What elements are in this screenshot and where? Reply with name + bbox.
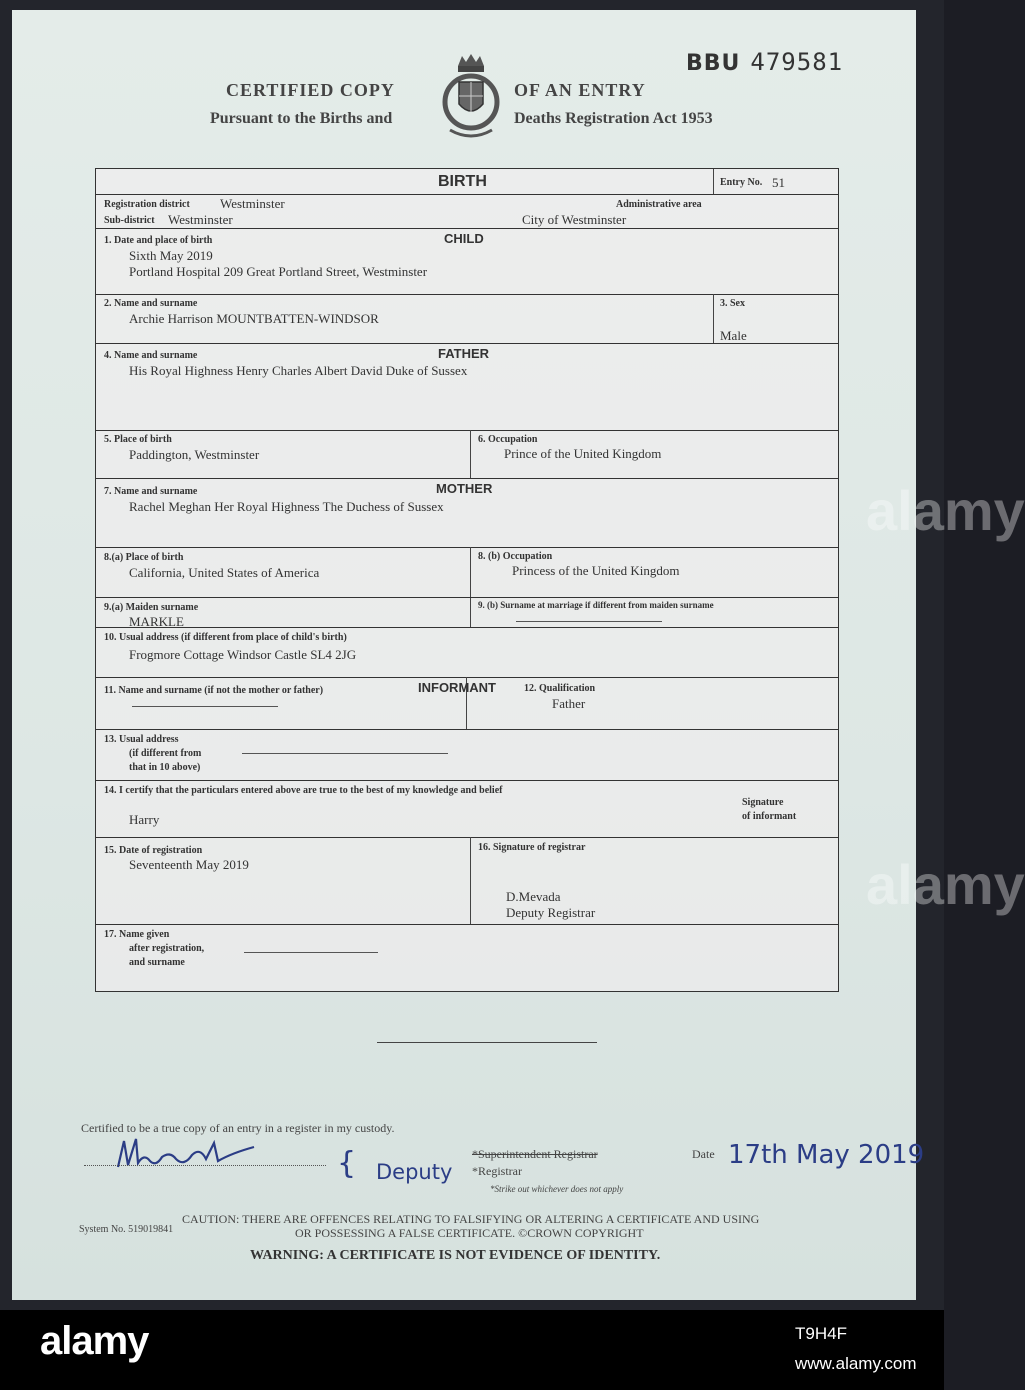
father-occupation-value: Prince of the United Kingdom — [504, 446, 662, 461]
field-13-label-line3: that in 10 above) — [129, 762, 201, 773]
field-1-label: 1. Date and place of birth — [104, 235, 213, 246]
field-8a-label: 8.(a) Place of birth — [104, 552, 184, 563]
stock-url[interactable]: www.alamy.com — [795, 1354, 917, 1373]
system-number: System No. 519019841 — [79, 1224, 174, 1235]
field-7-label: 7. Name and surname — [104, 486, 198, 497]
field-8b-label: 8. (b) Occupation — [478, 551, 553, 562]
child-name-value: Archie Harrison MOUNTBATTEN-WINDSOR — [129, 311, 379, 326]
reg-district-label: Registration district — [104, 199, 190, 210]
father-name-value: His Royal Highness Henry Charles Albert David Duke of Sussex — [129, 363, 468, 378]
informant-signature-value: Harry — [129, 812, 160, 827]
sub-district-value: Westminster — [168, 212, 233, 227]
registrar-name-value: D.Mevada — [506, 889, 561, 904]
field-17-label-line3: and surname — [129, 957, 185, 968]
header-act: Deaths Registration Act 1953 — [514, 110, 713, 127]
mother-name-value: Rachel Meghan Her Royal Highness The Duchess of Sussex — [129, 499, 444, 514]
field-5-label: 5. Place of birth — [104, 434, 172, 445]
sub-district-label: Sub-district — [104, 215, 155, 226]
field-17-label-line2: after registration, — [129, 943, 205, 954]
header-of-an-entry: OF AN ENTRY — [514, 80, 646, 100]
field-9a-label: 9.(a) Maiden surname — [104, 602, 199, 613]
admin-area-value: City of Westminster — [522, 212, 627, 227]
field-4-label: 4. Name and surname — [104, 350, 198, 361]
deputy-handwritten: Deputy — [376, 1160, 453, 1184]
child-sex-value: Male — [720, 328, 747, 343]
serial-digits: 479581 — [750, 48, 844, 76]
informant-qualification-value: Father — [552, 696, 586, 711]
field-17-label: 17. Name given — [104, 929, 170, 940]
bottom-rule — [377, 1042, 597, 1043]
field-12-label: 12. Qualification — [524, 683, 596, 694]
field-6-label: 6. Occupation — [478, 434, 538, 445]
date-handwritten: 17th May 2019 — [728, 1140, 925, 1170]
serial-number — [686, 48, 843, 76]
registrar-label: *Registrar — [472, 1164, 522, 1178]
field-13-label-line2: (if different from — [129, 748, 202, 759]
field-14-label: 14. I certify that the particulars entered above are true to the best of my knowledge and belief — [104, 785, 503, 796]
caution-line1: CAUTION: THERE ARE OFFENCES RELATING TO FALSIFYING OR ALTERING A CERTIFICATE AND USING — [182, 1212, 760, 1226]
usual-address-value: Frogmore Cottage Windsor Castle SL4 2JG — [129, 647, 357, 662]
brace-mark: { — [337, 1146, 357, 1181]
entry-no-label: Entry No. — [720, 177, 763, 188]
mother-occupation-value: Princess of the United Kingdom — [512, 563, 680, 578]
field-16-label: 16. Signature of registrar — [478, 842, 586, 853]
admin-area-label: Administrative area — [616, 199, 702, 210]
form-title: BIRTH — [438, 173, 487, 190]
birth-entry-form — [95, 168, 839, 992]
mother-birthplace-value: California, United States of America — [129, 565, 320, 580]
stock-watermark-lower: alamy — [866, 853, 1025, 916]
serial-prefix: BBU — [686, 51, 741, 76]
signature-label: Signature — [742, 797, 784, 808]
birth-place-value: Portland Hospital 209 Great Portland Street, Westminster — [129, 264, 428, 279]
stock-watermark: alamy — [866, 479, 1025, 542]
stock-logo: alamy — [40, 1319, 149, 1363]
father-birthplace-value: Paddington, Westminster — [129, 447, 260, 462]
certified-statement: Certified to be a true copy of an entry in a register in my custody. — [81, 1121, 395, 1135]
header-pursuant: Pursuant to the Births and — [210, 110, 393, 127]
warning-text: WARNING: A CERTIFICATE IS NOT EVIDENCE OF IDENTITY. — [250, 1248, 661, 1263]
reg-district-value: Westminster — [220, 196, 285, 211]
certifier-signature-icon — [114, 1133, 264, 1175]
field-10-label: 10. Usual address (if different from place of child's birth) — [104, 632, 347, 643]
signature-label-line2: of informant — [742, 811, 797, 822]
field-13-label: 13. Usual address — [104, 734, 179, 745]
field-2-label: 2. Name and surname — [104, 298, 198, 309]
field-11-label: 11. Name and surname (if not the mother or father) — [104, 685, 324, 696]
entry-no-value: 51 — [772, 175, 785, 190]
child-heading: CHILD — [444, 231, 484, 246]
stock-image-id: T9H4F — [795, 1324, 847, 1343]
informant-heading: INFORMANT — [418, 680, 496, 695]
caution-line2: OR POSSESSING A FALSE CERTIFICATE. ©CROWN COPYRIGHT — [295, 1226, 644, 1240]
father-heading: FATHER — [438, 346, 490, 361]
field-15-label: 15. Date of registration — [104, 845, 203, 856]
birth-date-value: Sixth May 2019 — [129, 248, 213, 263]
header-certified-copy: CERTIFIED COPY — [226, 80, 395, 100]
registration-date-value: Seventeenth May 2019 — [129, 857, 249, 872]
registrar-title-value: Deputy Registrar — [506, 905, 596, 920]
royal-crest-icon — [440, 52, 502, 138]
superintendent-registrar: *Superintendent Registrar — [472, 1147, 598, 1161]
strike-note: *Strike out whichever does not apply — [490, 1184, 624, 1194]
mother-heading: MOTHER — [436, 481, 493, 496]
field-9b-label: 9. (b) Surname at marriage if different from maiden surname — [478, 600, 714, 610]
field-3-label: 3. Sex — [720, 298, 745, 309]
date-label: Date — [692, 1147, 715, 1161]
signature-line — [84, 1165, 326, 1166]
maiden-surname-value: MARKLE — [129, 614, 184, 629]
